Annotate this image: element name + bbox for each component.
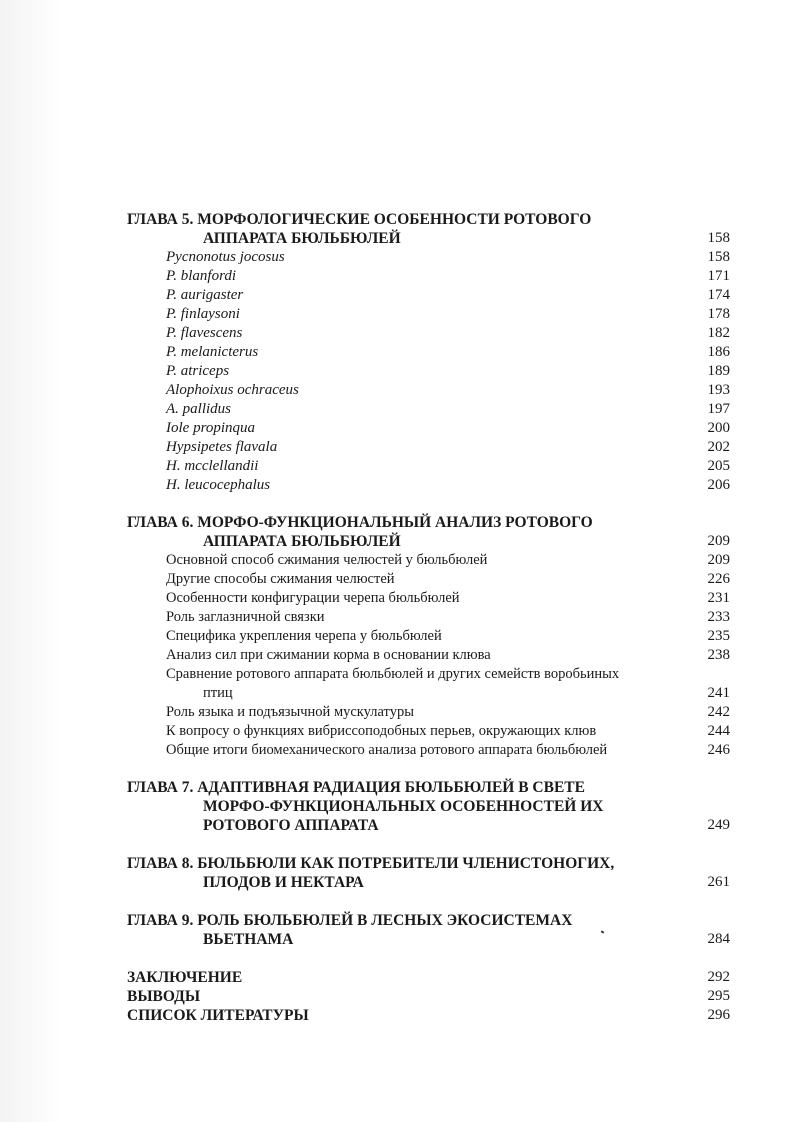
toc-entry-title: P. flavescens bbox=[166, 325, 243, 341]
toc-entry bbox=[0, 703, 793, 722]
toc-entry-title: P. finlaysoni bbox=[166, 306, 240, 322]
toc-entry-page: 182 bbox=[707, 325, 730, 341]
toc-entry-page: 206 bbox=[707, 477, 730, 493]
toc-entry bbox=[0, 797, 793, 816]
toc-entry-title: ГЛАВА 8. БЮЛЬБЮЛИ КАК ПОТРЕБИТЕЛИ ЧЛЕНИСТОНОГИХ, bbox=[127, 855, 615, 872]
toc-entry-title: Pycnonotus jocosus bbox=[166, 249, 285, 265]
toc-entry-title: P. blanfordi bbox=[166, 268, 237, 284]
toc-entry bbox=[0, 570, 793, 589]
toc-entry bbox=[0, 911, 793, 930]
toc-entry bbox=[0, 286, 793, 305]
toc-entry-title: МОРФО-ФУНКЦИОНАЛЬНЫХ ОСОБЕННОСТЕЙ ИХ bbox=[203, 798, 604, 815]
toc-entry-page: 205 bbox=[707, 458, 730, 474]
toc-entry-page: 284 bbox=[707, 931, 730, 947]
toc-entry-page: 171 bbox=[707, 268, 730, 284]
toc-entry bbox=[0, 532, 793, 551]
toc-entry-title: ВЫВОДЫ bbox=[127, 988, 201, 1005]
toc-entry bbox=[0, 400, 793, 419]
toc-entry bbox=[0, 930, 793, 949]
toc-entry-page: 226 bbox=[707, 571, 730, 587]
toc-entry-title: P. aurigaster bbox=[166, 287, 244, 303]
toc-entry-title: Основной способ сжимания челюстей у бюльбюлей bbox=[166, 552, 488, 568]
toc-entry bbox=[0, 854, 793, 873]
toc-entry-page: 197 bbox=[707, 401, 730, 417]
toc-entry bbox=[0, 210, 793, 229]
toc-entry-page: 246 bbox=[707, 742, 730, 758]
toc-entry-title: Hypsipetes flavala bbox=[166, 439, 278, 455]
toc-entry bbox=[0, 362, 793, 381]
toc-entry-page: 242 bbox=[707, 704, 730, 720]
toc-entry-title: Сравнение ротового аппарата бюльбюлей и других семейств воробьиных bbox=[166, 666, 620, 682]
toc-entry bbox=[0, 646, 793, 665]
toc-entry-title: СПИСОК ЛИТЕРАТУРЫ bbox=[127, 1007, 309, 1024]
toc-entry-page: 209 bbox=[707, 552, 730, 568]
toc-entry bbox=[0, 968, 793, 987]
toc-entry-title: Alophoixus ochraceus bbox=[166, 382, 299, 398]
toc-entry-page: 174 bbox=[707, 287, 730, 303]
toc-entry bbox=[0, 324, 793, 343]
toc-entry-title: ГЛАВА 7. АДАПТИВНАЯ РАДИАЦИЯ БЮЛЬБЮЛЕЙ В СВЕТЕ bbox=[127, 779, 585, 796]
toc-entry bbox=[0, 381, 793, 400]
toc-entry-title: H. leucocephalus bbox=[166, 477, 271, 493]
toc-entry-page: 189 bbox=[707, 363, 730, 379]
toc-entry-page: 244 bbox=[707, 723, 730, 739]
toc-entry bbox=[0, 627, 793, 646]
toc-entry-page: 241 bbox=[707, 685, 730, 701]
toc-entry bbox=[0, 457, 793, 476]
toc-entry-title: Общие итоги биомеханического анализа ротового аппарата бюльбюлей bbox=[166, 742, 608, 758]
toc-entry-title: ПЛОДОВ И НЕКТАРА bbox=[203, 874, 364, 891]
toc-entry-title: Другие способы сжимания челюстей bbox=[166, 571, 395, 587]
toc-entry-title: птиц bbox=[203, 685, 233, 701]
toc-entry bbox=[0, 551, 793, 570]
toc-entry-title: P. atriceps bbox=[166, 363, 230, 379]
toc-entry-page: 186 bbox=[707, 344, 730, 360]
toc-entry-page: 178 bbox=[707, 306, 730, 322]
toc-entry-title: Особенности конфигурации черепа бюльбюлей bbox=[166, 590, 460, 606]
toc-entry-title: ЗАКЛЮЧЕНИЕ bbox=[127, 969, 243, 986]
toc-entry-page: 158 bbox=[707, 230, 730, 246]
toc-entry-title: ГЛАВА 6. МОРФО-ФУНКЦИОНАЛЬНЫЙ АНАЛИЗ РОТОВОГО bbox=[127, 514, 593, 531]
toc-entry-title: ВЬЕТНАМА bbox=[203, 931, 294, 948]
toc-entry bbox=[0, 816, 793, 835]
toc-entry-page: 193 bbox=[707, 382, 730, 398]
toc-entry bbox=[0, 608, 793, 627]
toc-entry bbox=[0, 741, 793, 760]
toc-entry bbox=[0, 229, 793, 248]
toc-entry-title: Специфика укрепления черепа у бюльбюлей bbox=[166, 628, 442, 644]
toc-entry-page: 158 bbox=[707, 249, 730, 265]
toc-entry bbox=[0, 987, 793, 1006]
toc-entry bbox=[0, 684, 793, 703]
toc-entry-title: H. mcclellandii bbox=[166, 458, 259, 474]
toc-entry bbox=[0, 722, 793, 741]
toc-entry-page: 200 bbox=[707, 420, 730, 436]
toc-entry-title: Iole propinqua bbox=[166, 420, 256, 436]
toc-entry-title: Роль заглазничной связки bbox=[166, 609, 325, 625]
toc-entry-title: Анализ сил при сжимании корма в основании клюва bbox=[166, 647, 491, 663]
toc-entry-page: 233 bbox=[707, 609, 730, 625]
toc-entry-title: ГЛАВА 9. РОЛЬ БЮЛЬБЮЛЕЙ В ЛЕСНЫХ ЭКОСИСТЕМАХ bbox=[127, 912, 573, 929]
toc-entry bbox=[0, 438, 793, 457]
toc-entry-page: 238 bbox=[707, 647, 730, 663]
toc-entry-title: РОТОВОГО АППАРАТА bbox=[203, 817, 379, 834]
toc-entry-title: АППАРАТА БЮЛЬБЮЛЕЙ bbox=[203, 533, 401, 550]
toc-entry-page: 209 bbox=[707, 533, 730, 549]
toc-entry-page: 292 bbox=[707, 969, 730, 985]
toc-entry bbox=[0, 343, 793, 362]
toc-entry-page: 249 bbox=[707, 817, 730, 833]
toc-entry bbox=[0, 665, 793, 684]
toc-entry-page: 295 bbox=[707, 988, 730, 1004]
toc-entry-page: 231 bbox=[707, 590, 730, 606]
toc-entry bbox=[0, 589, 793, 608]
toc-entry-title: АППАРАТА БЮЛЬБЮЛЕЙ bbox=[203, 230, 401, 247]
toc-entry-title: Роль языка и подъязычной мускулатуры bbox=[166, 704, 414, 720]
toc-entry-page: 296 bbox=[707, 1007, 730, 1023]
toc-entry-title: A. pallidus bbox=[166, 401, 232, 417]
toc-entry bbox=[0, 248, 793, 267]
toc-entry-page: 261 bbox=[707, 874, 730, 890]
toc-entry bbox=[0, 267, 793, 286]
toc-entry bbox=[0, 419, 793, 438]
toc-entry bbox=[0, 778, 793, 797]
toc-entry bbox=[0, 305, 793, 324]
toc-entry-title: ГЛАВА 5. МОРФОЛОГИЧЕСКИЕ ОСОБЕННОСТИ РОТОВОГО bbox=[127, 211, 592, 228]
toc-entry bbox=[0, 1006, 793, 1025]
toc-entry bbox=[0, 513, 793, 532]
toc-entry bbox=[0, 476, 793, 495]
toc-entry-title: К вопросу о функциях вибриссоподобных перьев, окружающих клюв bbox=[166, 723, 597, 739]
toc-entry-page: 202 bbox=[707, 439, 730, 455]
toc-entry-page: 235 bbox=[707, 628, 730, 644]
toc-entry bbox=[0, 873, 793, 892]
toc-entry-title: P. melanicterus bbox=[166, 344, 259, 360]
